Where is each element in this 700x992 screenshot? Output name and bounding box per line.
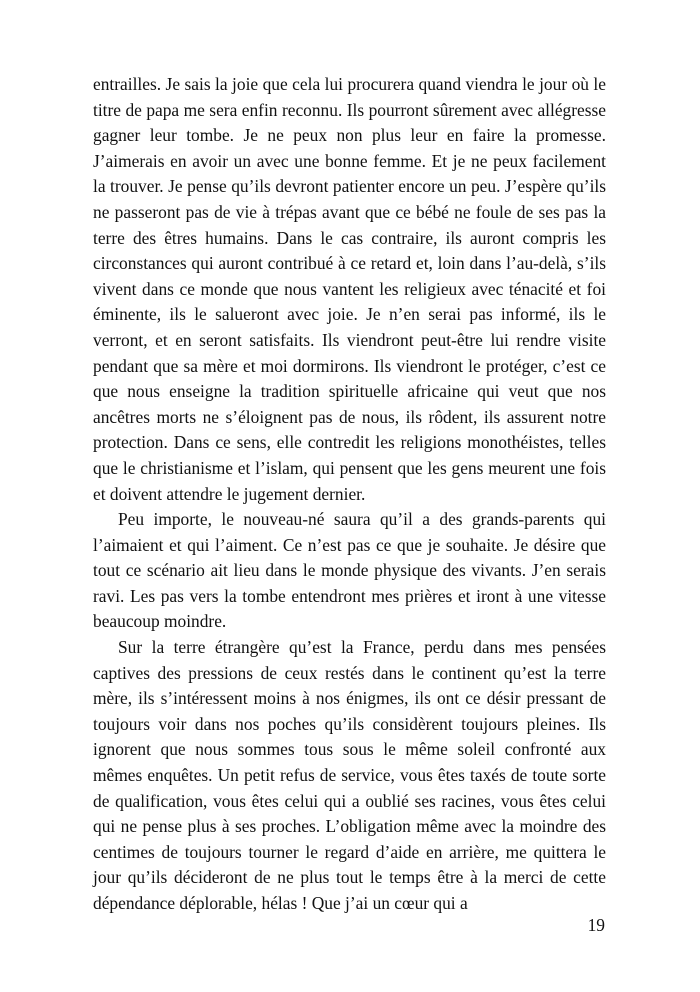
paragraph: Peu importe, le nouveau-né saura qu’il a des grands-parents qui l’aimaient et qui l’aiment. Ce n’est pas ce que je souhaite. Je désire que tout ce scénario ait lieu dans le monde physique des vivants. J’en serais ravi. Les pas vers la tombe entendront mes prières et iront à une vitesse beaucoup moindre.: [93, 509, 606, 632]
paragraph: entrailles. Je sais la joie que cela lui procurera quand viendra le jour où le titre de papa me sera enfin reconnu. Ils pourront sûrement avec allégresse gagner leur tombe. Je ne peux non plus leur en faire la promesse. J’aimerais en avoir un avec une bonne femme. Et je ne peux facilement la trouver. Je pense qu’ils devront patienter encore un peu. J’espère qu’ils ne passeront pas de vie à trépas avant que ce bébé ne foule de ses pas la terre des êtres humains. Dans le cas contraire, ils auront compris les circonstances qui auront contribué à ce retard et, loin dans l’au-delà, s’ils vivent dans ce monde que nous vantent les religieux avec ténacité et foi éminente, ils le salueront avec joie. Je n’en serai pas informé, ils le verront, et en seront satisfaits. Ils viendront peut-être lui rendre visite pendant que sa mère et moi dormirons. Ils viendront le protéger, c’est ce que nous enseigne la tradition spirituelle africaine qui veut que nos ancêtres morts ne s’éloignent pas de nous, ils rôdent, ils assurent notre protection. Dans ce sens, elle contredit les religions monothéistes, telles que le christianisme et l’islam, qui pensent que les gens meurent une fois et doivent attendre le jugement dernier.: [93, 74, 606, 504]
paragraph: Sur la terre étrangère qu’est la France, perdu dans mes pensées captives des pressions de ceux restés dans le continent qu’est la terre mère, ils s’intéressent moins à nos énigmes, ils ont ce désir pressant de toujours voir dans nos poches qu’ils considèrent toujours pleines. Ils ignorent que nous sommes tous sous le même soleil confronté aux mêmes enquêtes. Un petit refus de service, vous êtes taxés de toute sorte de qualification, vous êtes celui qui a oublié ses racines, vous êtes celui qui ne pense plus à ses proches. L’obligation même avec la moindre des centimes de toujours tourner le regard d’aide en arrière, me quittera le jour qu’ils décideront de ne plus tout le temps être à la merci de cette dépendance déplorable, hélas ! Que j’ai un cœur qui a: [93, 637, 606, 913]
page-number: 19: [587, 915, 605, 935]
body-text: [93, 72, 606, 917]
